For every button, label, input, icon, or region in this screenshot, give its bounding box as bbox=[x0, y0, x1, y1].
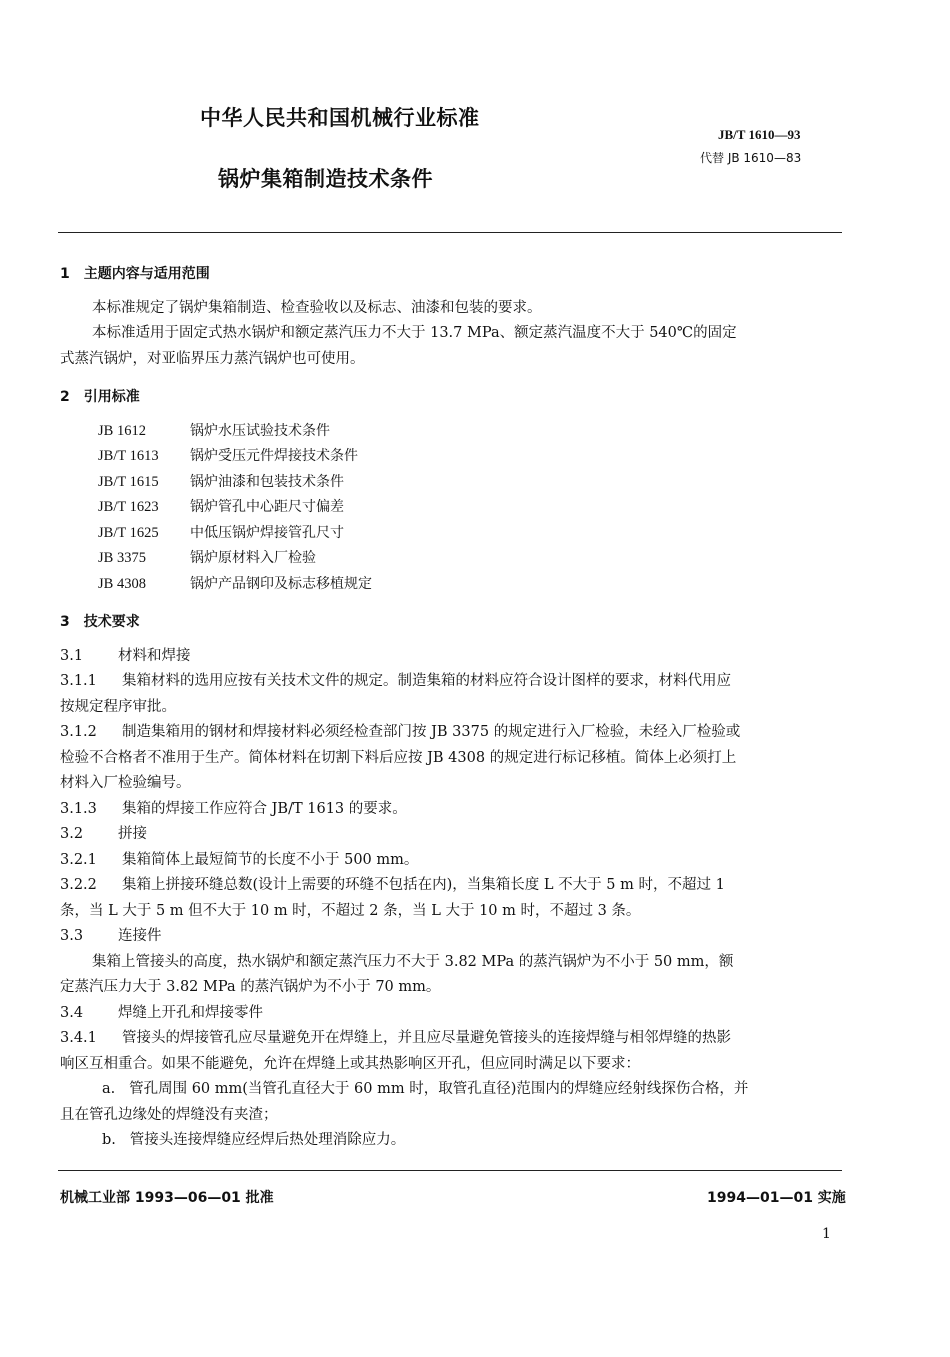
clause-3-3-text-cont: 定蒸汽压力大于 3.82 MPa 的蒸汽锅炉为不小于 70 mm。 bbox=[60, 979, 441, 995]
clause-3-2-1 bbox=[60, 848, 842, 874]
clause-3-2-2-cont: 条，当 L 大于 5 m 但不大于 10 m 时，不超过 2 条，当 L 大于 10 m 时，不超过 3 条。 bbox=[60, 902, 641, 919]
effective-date: 1994—01—01 实施 bbox=[707, 1190, 846, 1206]
clause-number: 3.1.2 bbox=[60, 724, 97, 740]
clause-number: 3.4 bbox=[60, 1004, 84, 1021]
clause-text: 制造集箱用的钢材和焊接材料必须经检查部门按 JB 3375 的规定进行入厂检验，未经入厂检验或 bbox=[122, 724, 741, 740]
clause-number: 3.1.3 bbox=[60, 800, 97, 817]
reference-code: JB 1612 bbox=[98, 422, 146, 439]
section-1-heading: 1 主题内容与适用范围 bbox=[60, 266, 210, 282]
reference-item bbox=[98, 470, 842, 496]
approval-date: 机械工业部 1993—06—01 批准 bbox=[60, 1190, 274, 1206]
reference-code: JB/T 1615 bbox=[98, 473, 159, 490]
reference-item bbox=[98, 521, 842, 547]
replaces-standard: 代替 JB 1610—83 bbox=[700, 151, 802, 165]
list-item-b bbox=[60, 1128, 842, 1154]
document-body bbox=[60, 262, 842, 1154]
reference-title: 锅炉水压试验技术条件 bbox=[190, 422, 330, 439]
clause-3-1-1 bbox=[60, 669, 842, 695]
clause-text: 集箱简体上最短简节的长度不小于 500 mm。 bbox=[122, 851, 419, 868]
list-item-text: 管接头连接焊缝应经焊后热处理消除应力。 bbox=[129, 1132, 406, 1148]
clause-number: 3.1 bbox=[60, 647, 84, 664]
list-item-label: b. bbox=[102, 1132, 116, 1148]
reference-code: JB/T 1625 bbox=[98, 524, 159, 541]
reference-item bbox=[98, 419, 842, 445]
clause-number: 3.2 bbox=[60, 826, 84, 842]
issuing-organization: 中华人民共和国机械行业标准 bbox=[200, 106, 480, 130]
clause-3-3 bbox=[60, 924, 842, 950]
clause-number: 3.3 bbox=[60, 928, 84, 944]
section-1-paragraph-2: 本标准适用于固定式热水锅炉和额定蒸汽压力不大于 13.7 MPa、额定蒸汽温度不大于 540℃的固定 bbox=[92, 325, 737, 341]
clause-text: 管接头的焊接管孔应尽量避免开在焊缝上，并且应尽量避免管接头的连接焊缝与相邻焊缝的热影 bbox=[122, 1030, 731, 1046]
reference-title: 锅炉受压元件焊接技术条件 bbox=[190, 448, 358, 464]
section-2-heading: 2 引用标准 bbox=[60, 389, 140, 405]
reference-title: 锅炉油漆和包装技术条件 bbox=[190, 473, 344, 490]
clause-3-4-1 bbox=[60, 1026, 842, 1052]
reference-item bbox=[98, 546, 842, 572]
clause-3-1-2-cont: 材料入厂检验编号。 bbox=[60, 775, 191, 791]
clause-text: 集箱上拼接环缝总数(设计上需要的环缝不包括在内)，当集箱长度 L 不大于 5 m 时，不超过 1 bbox=[122, 877, 725, 893]
reference-item bbox=[98, 444, 842, 470]
reference-title: 锅炉管孔中心距尺寸偏差 bbox=[190, 499, 344, 515]
clause-number: 3.2.2 bbox=[60, 877, 97, 893]
section-1-paragraph-1: 本标准规定了锅炉集箱制造、检查验收以及标志、油漆和包装的要求。 bbox=[92, 299, 542, 316]
clause-3-2 bbox=[60, 822, 842, 848]
clause-number: 3.4.1 bbox=[60, 1030, 97, 1046]
clause-title: 连接件 bbox=[118, 928, 162, 944]
clause-3-4-1-cont: 响区互相重合。如果不能避免，允许在焊缝上或其热影响区开孔，但应同时满足以下要求： bbox=[60, 1055, 640, 1072]
header-divider bbox=[58, 232, 842, 233]
list-item-a bbox=[60, 1077, 842, 1103]
clause-title: 拼接 bbox=[118, 826, 147, 842]
clause-3-1-2 bbox=[60, 720, 842, 746]
clause-text: 集箱材料的选用应按有关技术文件的规定。制造集箱的材料应符合设计图样的要求，材料代用应 bbox=[122, 673, 731, 689]
reference-code: JB 4308 bbox=[98, 575, 146, 592]
list-item-label: a. bbox=[102, 1081, 116, 1097]
list-item-text: 管孔周围 60 mm(当管孔直径大于 60 mm 时，取管孔直径)范围内的焊缝应经射线探伤合格，并 bbox=[129, 1081, 749, 1097]
reference-title: 锅炉产品钢印及标志移植规定 bbox=[190, 575, 372, 592]
reference-code: JB/T 1623 bbox=[98, 499, 159, 515]
clause-title: 材料和焊接 bbox=[118, 647, 191, 664]
clause-3-1-3 bbox=[60, 797, 842, 823]
reference-title: 锅炉原材料入厂检验 bbox=[190, 550, 316, 566]
reference-item bbox=[98, 495, 842, 521]
list-item-a-cont: 且在管孔边缘处的焊缝没有夹渣； bbox=[60, 1106, 278, 1123]
reference-title: 中低压锅炉焊接管孔尺寸 bbox=[190, 524, 344, 541]
clause-3-3-text: 集箱上管接头的高度，热水锅炉和额定蒸汽压力不大于 3.82 MPa 的蒸汽锅炉为不小于 50 mm，额 bbox=[92, 953, 734, 970]
reference-code: JB/T 1613 bbox=[98, 448, 159, 464]
clause-text: 集箱的焊接工作应符合 JB/T 1613 的要求。 bbox=[122, 800, 407, 817]
reference-list bbox=[60, 419, 842, 598]
clause-3-1-1-cont: 按规定程序审批。 bbox=[60, 698, 176, 715]
standard-code: JB/T 1610—93 bbox=[718, 127, 801, 142]
clause-3-4 bbox=[60, 1001, 842, 1027]
reference-item bbox=[98, 572, 842, 598]
section-3-heading: 3 技术要求 bbox=[60, 614, 140, 630]
clause-3-1-2-cont: 检验不合格者不准用于生产。简体材料在切割下料后应按 JB 4308 的规定进行标记移植。简体上必须打上 bbox=[60, 749, 737, 766]
clause-title: 焊缝上开孔和焊接零件 bbox=[118, 1004, 263, 1021]
clause-3-2-2 bbox=[60, 873, 842, 899]
document-title: 锅炉集箱制造技术条件 bbox=[218, 167, 433, 191]
footer-divider bbox=[58, 1170, 842, 1171]
page-number: 1 bbox=[822, 1226, 831, 1242]
clause-3-1 bbox=[60, 644, 842, 670]
reference-code: JB 3375 bbox=[98, 550, 146, 566]
section-1-paragraph-2-cont: 式蒸汽锅炉，对亚临界压力蒸汽锅炉也可使用。 bbox=[60, 350, 365, 367]
clause-number: 3.2.1 bbox=[60, 851, 97, 868]
clause-number: 3.1.1 bbox=[60, 673, 97, 689]
